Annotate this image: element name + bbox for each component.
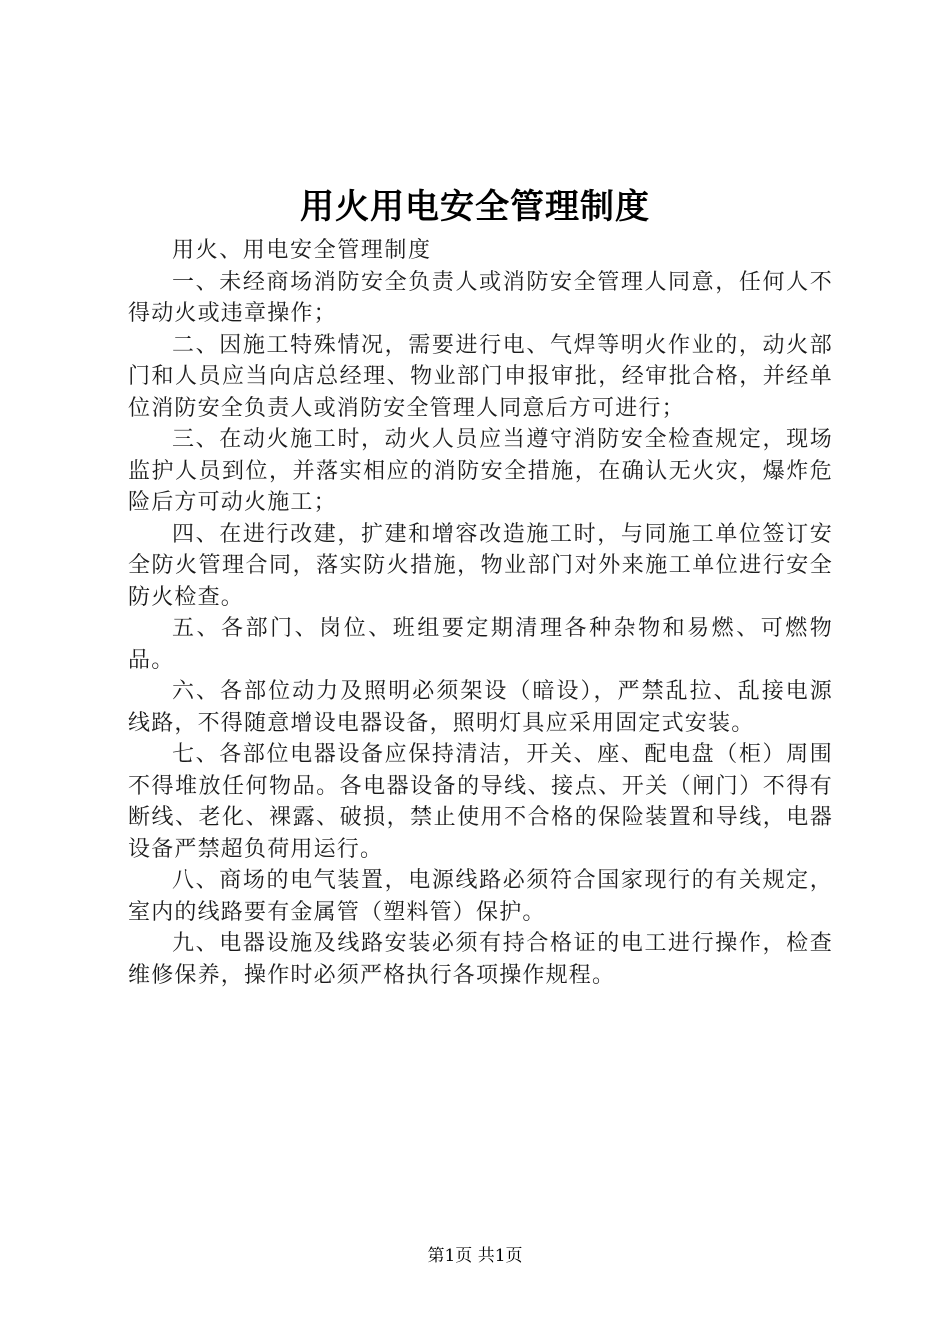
- body-paragraph: 二、因施工特殊情况，需要进行电、气焊等明火作业的，动火部门和人员应当向店总经理、物业部门申报审批，经审批合格，并经单位消防安全负责人或消防安全管理人同意后方可进行；: [128, 332, 833, 421]
- page-footer: 第1页 共1页: [427, 1246, 523, 1266]
- body-paragraph: 五、各部门、岗位、班组要定期清理各种杂物和易燃、可燃物品。: [128, 616, 833, 673]
- body-paragraph: 四、在进行改建，扩建和增容改造施工时，与同施工单位签订安全防火管理合同，落实防火措施，物业部门对外来施工单位进行安全防火检查。: [128, 521, 833, 610]
- body-paragraph: 八、商场的电气装置，电源线路必须符合国家现行的有关规定，室内的线路要有金属管（塑料管）保护。: [128, 868, 833, 925]
- document-body: [128, 235, 833, 991]
- body-paragraph: 用火、用电安全管理制度: [172, 238, 432, 263]
- body-paragraph: 七、各部位电器设备应保持清洁，开关、座、配电盘（柜）周围不得堆放任何物品。各电器设备的导线、接点、开关（闸门）不得有断线、老化、裸露、破损，禁止使用不合格的保险装置和导线，电器设备严禁超负荷用运行。: [128, 742, 833, 862]
- body-paragraph: 九、电器设施及线路安装必须有持合格证的电工进行操作，检查维修保养，操作时必须严格执行各项操作规程。: [128, 931, 833, 988]
- body-paragraph: 六、各部位动力及照明必须架设（暗设），严禁乱拉、乱接电源线路，不得随意增设电器设备，照明灯具应采用固定式安装。: [128, 679, 833, 736]
- body-paragraph: 一、未经商场消防安全负责人或消防安全管理人同意，任何人不得动火或违章操作；: [128, 269, 833, 326]
- document-title: 用火用电安全管理制度: [300, 187, 650, 227]
- body-paragraph: 三、在动火施工时，动火人员应当遵守消防安全检查规定，现场监护人员到位，并落实相应的消防安全措施，在确认无火灾，爆炸危险后方可动火施工；: [128, 427, 833, 515]
